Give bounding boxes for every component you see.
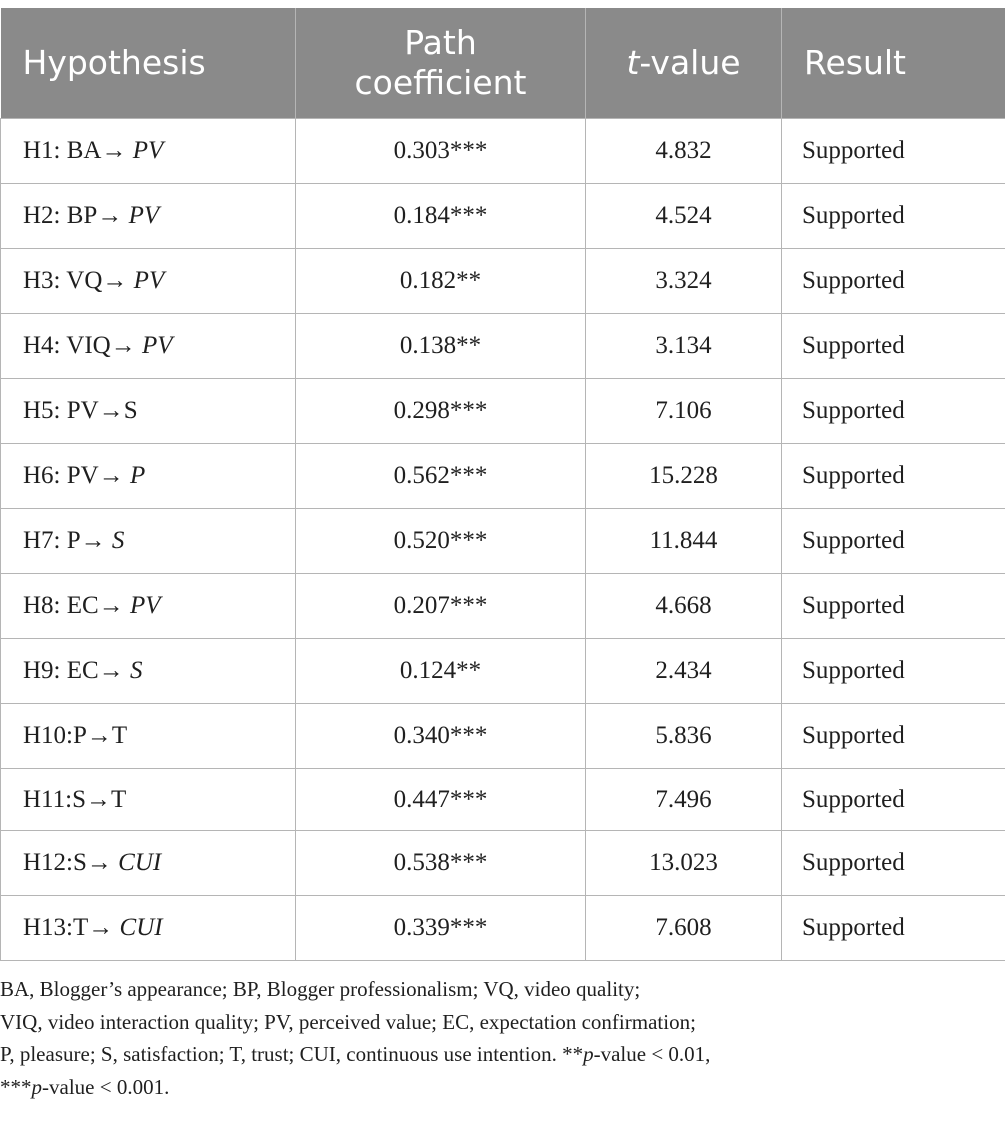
cell-hypothesis <box>1 184 296 249</box>
cell-path-coefficient: 0.520*** <box>296 509 586 574</box>
hypothesis-text: H5: PV→S <box>23 397 138 424</box>
hypothesis-text: H2: BP→ <box>23 202 129 229</box>
footnote-line-2: VIQ, video interaction quality; PV, perceived value; EC, expectation confirmation; <box>0 1009 696 1034</box>
footnote-line-4-a: *** <box>0 1074 32 1099</box>
footnote-line-3 <box>0 1038 1005 1071</box>
cell-path-coefficient: 0.207*** <box>296 574 586 639</box>
cell-hypothesis <box>1 704 296 769</box>
cell-result: Supported <box>782 639 1005 704</box>
cell-hypothesis <box>1 639 296 704</box>
hypothesis-text: H12:S→ <box>23 849 119 876</box>
table-row <box>1 119 1005 184</box>
table-row <box>1 184 1005 249</box>
header-path-line1: Path <box>404 23 477 62</box>
hypothesis-italic: PV <box>129 592 161 619</box>
cell-t-value: 7.496 <box>586 769 782 831</box>
table-row <box>1 831 1005 896</box>
hypothesis-italic: PV <box>141 332 173 359</box>
hypothesis-text: H10:P→T <box>23 722 128 749</box>
hypothesis-text: H6: PV→ <box>23 462 130 489</box>
cell-path-coefficient: 0.124** <box>296 639 586 704</box>
footnote-line-3-b: -value < 0.01, <box>593 1042 711 1066</box>
cell-hypothesis <box>1 831 296 896</box>
hypothesis-italic: PV <box>128 202 160 229</box>
header-t-value <box>586 8 782 119</box>
header-result: Result <box>782 8 1005 119</box>
cell-t-value: 5.836 <box>586 704 782 769</box>
cell-path-coefficient: 0.447*** <box>296 769 586 831</box>
cell-path-coefficient: 0.298*** <box>296 379 586 444</box>
cell-hypothesis <box>1 379 296 444</box>
header-t-italic: t <box>626 43 640 82</box>
footnote-p-italic-2: p <box>31 1074 42 1099</box>
cell-path-coefficient: 0.340*** <box>296 704 586 769</box>
hypothesis-text: H9: EC→ <box>23 657 130 684</box>
table-row <box>1 704 1005 769</box>
cell-result: Supported <box>782 704 1005 769</box>
hypothesis-text: H13:T→ <box>23 914 120 941</box>
table-row <box>1 509 1005 574</box>
cell-t-value: 4.524 <box>586 184 782 249</box>
cell-t-value: 13.023 <box>586 831 782 896</box>
hypothesis-italic: S <box>111 527 125 554</box>
header-hypothesis: Hypothesis <box>1 8 296 119</box>
cell-hypothesis <box>1 574 296 639</box>
cell-t-value: 7.106 <box>586 379 782 444</box>
table-row <box>1 379 1005 444</box>
cell-path-coefficient: 0.538*** <box>296 831 586 896</box>
cell-t-value: 15.228 <box>586 444 782 509</box>
cell-t-value: 2.434 <box>586 639 782 704</box>
footnote-line-1: BA, Blogger’s appearance; BP, Blogger professionalism; VQ, video quality; <box>0 977 641 1001</box>
header-path-coefficient <box>296 8 586 119</box>
cell-path-coefficient: 0.138** <box>296 314 586 379</box>
cell-t-value: 11.844 <box>586 509 782 574</box>
cell-result: Supported <box>782 184 1005 249</box>
hypothesis-italic: CUI <box>118 849 162 876</box>
cell-hypothesis <box>1 249 296 314</box>
table-footnote <box>0 973 1005 1103</box>
cell-t-value: 4.832 <box>586 119 782 184</box>
table-row <box>1 314 1005 379</box>
hypothesis-text: H7: P→ <box>23 527 112 554</box>
cell-path-coefficient: 0.184*** <box>296 184 586 249</box>
cell-result: Supported <box>782 896 1005 961</box>
footnote-p-italic-1: p <box>583 1042 594 1066</box>
cell-path-coefficient: 0.182** <box>296 249 586 314</box>
cell-t-value: 3.324 <box>586 249 782 314</box>
table-header <box>1 8 1005 119</box>
header-path-line2: coefficient <box>354 63 527 102</box>
table-row <box>1 249 1005 314</box>
cell-result: Supported <box>782 444 1005 509</box>
footnote-line-4 <box>0 1071 1005 1104</box>
cell-result: Supported <box>782 509 1005 574</box>
cell-t-value: 4.668 <box>586 574 782 639</box>
cell-hypothesis <box>1 444 296 509</box>
hypothesis-text: H8: EC→ <box>23 592 130 619</box>
cell-t-value: 7.608 <box>586 896 782 961</box>
hypothesis-italic: PV <box>133 267 165 294</box>
cell-result: Supported <box>782 769 1005 831</box>
cell-path-coefficient: 0.303*** <box>296 119 586 184</box>
hypothesis-italic: PV <box>132 137 164 164</box>
hypothesis-italic: P <box>129 462 146 489</box>
cell-hypothesis <box>1 119 296 184</box>
table-row <box>1 574 1005 639</box>
table-body <box>1 119 1005 961</box>
hypothesis-results-table <box>0 8 1005 961</box>
hypothesis-italic: S <box>129 657 143 684</box>
cell-hypothesis <box>1 509 296 574</box>
cell-result: Supported <box>782 314 1005 379</box>
cell-t-value: 3.134 <box>586 314 782 379</box>
hypothesis-text: H11:S→T <box>23 785 127 813</box>
cell-result: Supported <box>782 379 1005 444</box>
cell-hypothesis <box>1 314 296 379</box>
footnote-line-3-a: P, pleasure; S, satisfaction; T, trust; CUI, continuous use intention. ** <box>0 1042 584 1066</box>
hypothesis-text: H4: VIQ→ <box>23 332 142 359</box>
footnote-line-4-b: -value < 0.001. <box>42 1074 170 1099</box>
hypothesis-text: H3: VQ→ <box>23 267 134 294</box>
cell-result: Supported <box>782 119 1005 184</box>
hypothesis-italic: CUI <box>119 914 163 941</box>
cell-result: Supported <box>782 574 1005 639</box>
cell-hypothesis <box>1 896 296 961</box>
table-row <box>1 896 1005 961</box>
table-row <box>1 444 1005 509</box>
cell-result: Supported <box>782 249 1005 314</box>
header-t-rest: -value <box>639 43 741 82</box>
table-row <box>1 639 1005 704</box>
cell-path-coefficient: 0.339*** <box>296 896 586 961</box>
table-row <box>1 769 1005 831</box>
hypothesis-text: H1: BA→ <box>23 137 133 164</box>
cell-path-coefficient: 0.562*** <box>296 444 586 509</box>
cell-result: Supported <box>782 831 1005 896</box>
cell-hypothesis <box>1 769 296 831</box>
